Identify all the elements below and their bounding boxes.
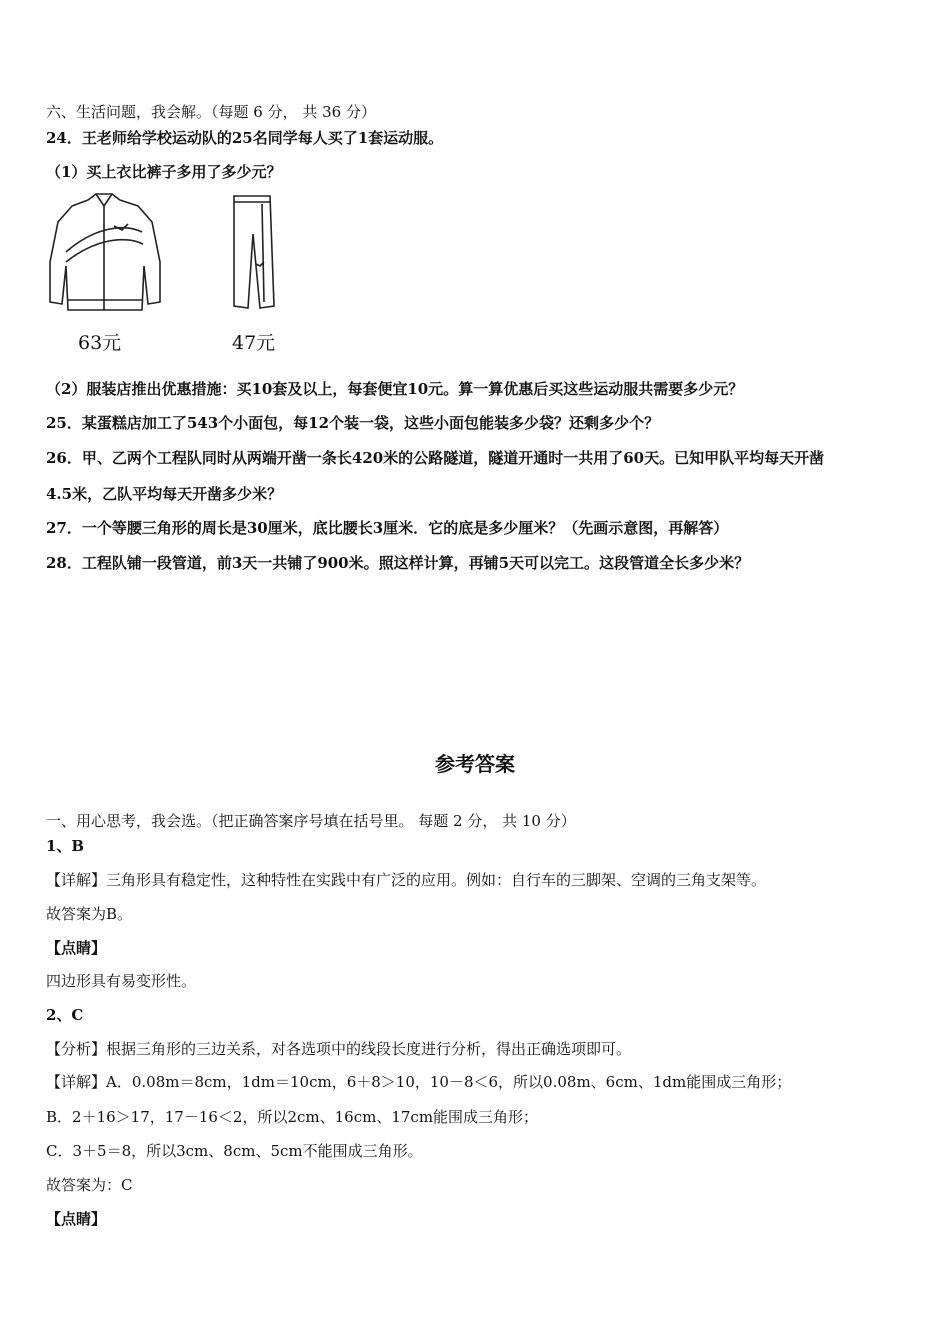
answer-2-detail-c: C．3＋5＝8，所以3cm、8cm、5cm不能围成三角形。 [46,1142,423,1160]
pants-image [226,194,278,314]
pants-price: 47元 [232,332,276,354]
answer-1-tip-label: 【点睛】 [46,939,107,957]
answer-2-analysis: 【分析】根据三角形的三边关系，对各选项中的线段长度进行分析，得出正确选项即可。 [46,1040,632,1058]
question-25: 25．某蛋糕店加工了543个小面包，每12个装一袋，这些小面包能装多少袋？还剩多少个？ [46,414,660,432]
answer-2-conclusion: 故答案为：C [46,1176,133,1194]
question-26-line1: 26．甲、乙两个工程队同时从两端开凿一条长420米的公路隧道，隧道开通时一共用了60天。已知甲队平均每天开凿 [46,449,825,467]
question-24-2: （2）服装店推出优惠措施：买10套及以上，每套便宜10元。算一算优惠后买这些运动服共需要多少元？ [46,380,744,398]
answer-1: 1、B [46,837,85,855]
question-24-1: （1）买上衣比裤子多用了多少元？ [46,163,282,181]
answer-2-detail-b: B．2＋16＞17，17－16＜2，所以2cm、16cm、17cm能围成三角形； [46,1108,539,1126]
answer-2-tip-label: 【点睛】 [46,1210,107,1228]
answer-2: 2、C [46,1006,84,1024]
answer-1-conclusion: 故答案为B。 [46,905,133,923]
question-28: 28．工程队铺一段管道，前3天一共铺了900米。照这样计算，再铺5天可以完工。这段管道全长多少米？ [46,554,750,572]
answer-1-detail: 【详解】三角形具有稳定性，这种特性在实践中有广泛的应用。例如：自行车的三脚架、空调的三角支架等。 [46,871,767,889]
answer-1-tip: 四边形具有易变形性。 [46,972,197,990]
answers-section-1-heading: 一、用心思考，我会选。（把正确答案序号填在括号里。 每题 2 分， 共 10 分） [46,812,576,830]
question-24: 24．王老师给学校运动队的25名同学每人买了1套运动服。 [46,129,444,147]
section-6-heading: 六、生活问题，我会解。（每题 6 分， 共 36 分） [46,103,376,121]
answer-2-detail-a: 【详解】A．0.08m＝8cm，1dm＝10cm，6＋8＞10，10－8＜6，所以0.08m、6cm、1dm能围成三角形； [46,1073,792,1091]
question-26-line2: 4.5米，乙队平均每天开凿多少米？ [46,485,283,503]
jacket-image [46,192,164,314]
question-27: 27．一个等腰三角形的周长是30厘米，底比腰长3厘米．它的底是多少厘米？（先画示意图，再解答） [46,519,729,537]
jacket-price: 63元 [78,332,122,354]
answers-title: 参考答案 [435,752,515,776]
